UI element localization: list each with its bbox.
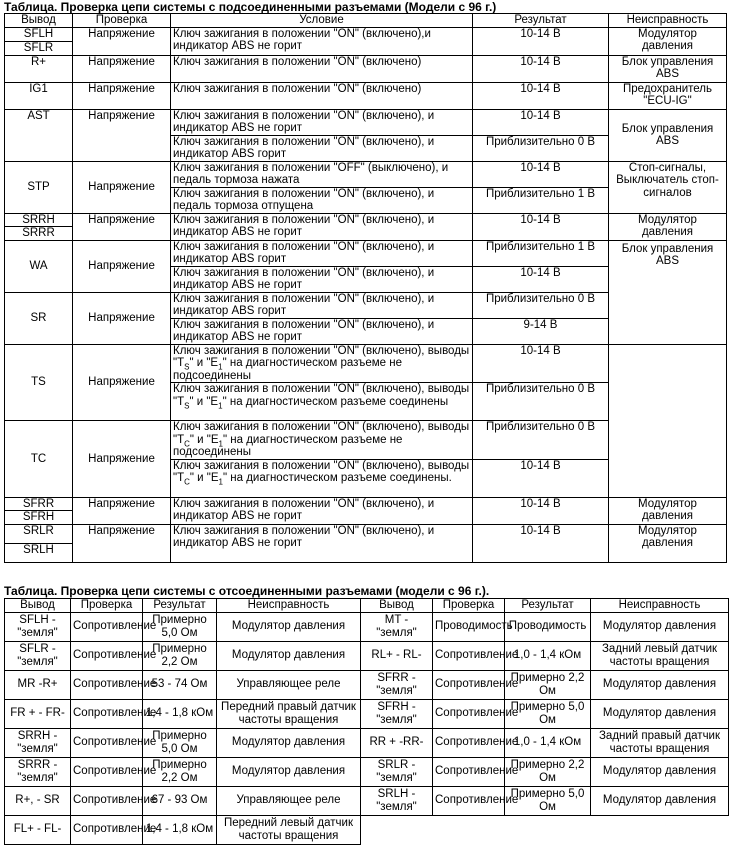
pin-cell: RR + -RR- xyxy=(361,728,433,757)
pin-cell: SFLH xyxy=(5,27,73,41)
pin-cell: SFRH xyxy=(5,511,73,525)
check-cell: Сопротивление xyxy=(433,699,505,728)
check-cell: Сопротивление xyxy=(433,786,505,815)
table-row xyxy=(5,27,727,41)
pin-cell: SRLH - "земля" xyxy=(361,786,433,815)
result-cell: 10-14 В xyxy=(473,266,609,292)
condition-cell: Ключ зажигания в положении "ON" (включено) xyxy=(171,55,473,82)
fault-cell: Модулятор давления xyxy=(609,213,727,240)
check-cell: Сопротивление xyxy=(433,757,505,786)
pin-cell: SRLH xyxy=(5,543,73,562)
pin-cell: SFLR - "земля" xyxy=(5,641,71,670)
pin-cell: SFLH - "земля" xyxy=(5,612,71,641)
result-cell: 1,4 - 1,8 кОм xyxy=(143,699,217,728)
pin-cell: SRRR - "земля" xyxy=(5,757,71,786)
disconnected-check-table xyxy=(4,598,729,845)
result-cell: Приблизительно 1 В xyxy=(473,240,609,266)
header-result: Результат xyxy=(473,14,609,28)
table-row xyxy=(5,524,727,543)
result-cell: 10-14 В xyxy=(473,27,609,55)
condition-cell: Ключ зажигания в положении "ON" (включено), и индикатор ABS не горит xyxy=(171,109,473,135)
fault-cell: Управляющее реле xyxy=(217,786,361,815)
condition-cell: Ключ зажигания в положении "ON" (включено),и индикатор ABS не горит xyxy=(171,27,473,55)
result-cell: 10-14 В xyxy=(473,55,609,82)
table1-header-row xyxy=(5,14,727,28)
table-row xyxy=(5,786,729,815)
table-row xyxy=(5,815,729,844)
condition-cell: Ключ зажигания в положении "ON" (включено), и индикатор ABS горит xyxy=(171,135,473,161)
check-cell: Напряжение xyxy=(73,421,171,498)
empty-fault-cell xyxy=(609,344,727,497)
table-row xyxy=(5,612,729,641)
result-cell: Примерно 5,0 Ом xyxy=(505,786,591,815)
condition-cell: Ключ зажигания в положении "ON" (включено), выводы "$T_S$" и "$E_1$" на диагностическом разъеме не подсоединены xyxy=(171,344,473,383)
table-row xyxy=(5,757,729,786)
table-row xyxy=(5,641,729,670)
fault-cell: Блок управления ABS xyxy=(609,240,727,344)
fault-cell: Модулятор давления xyxy=(591,670,729,699)
header-fault: Неисправность xyxy=(217,599,361,613)
table-row xyxy=(5,670,729,699)
connected-check-table xyxy=(4,13,727,563)
condition-cell: Ключ зажигания в положении "ON" (включено), и индикатор ABS горит xyxy=(171,292,473,318)
header-check: Проверка xyxy=(71,599,143,613)
table-row xyxy=(5,213,727,227)
table-row xyxy=(5,344,727,383)
pin-cell: TS xyxy=(5,344,73,421)
header-fault: Неисправность xyxy=(591,599,729,613)
condition-cell: Ключ зажигания в положении "ON" (включено), выводы "$T_C$" и "$E_1$" на диагностическом разъеме соединены. xyxy=(171,459,473,497)
header-pin: Вывод xyxy=(5,599,71,613)
condition-cell: Ключ зажигания в положении "ON" (включено), и индикатор ABS не горит xyxy=(171,497,473,524)
result-cell: 10-14 В xyxy=(473,344,609,383)
pin-cell: RL+ - RL- xyxy=(361,641,433,670)
fault-cell: Передний левый датчик частоты вращения xyxy=(217,815,361,844)
fault-cell: Модулятор давления xyxy=(591,612,729,641)
check-cell: Сопротивление xyxy=(433,670,505,699)
header-result: Результат xyxy=(143,599,217,613)
fault-cell: Модулятор давления xyxy=(609,497,727,524)
pin-cell: R+, - SR xyxy=(5,786,71,815)
pin-cell: R+ xyxy=(5,55,73,82)
table-row xyxy=(5,699,729,728)
check-cell: Сопротивление xyxy=(433,641,505,670)
fault-cell: Передний правый датчик частоты вращения xyxy=(217,699,361,728)
result-cell: 10-14 В xyxy=(473,459,609,497)
check-cell: Напряжение xyxy=(73,82,171,109)
header-pin: Вывод xyxy=(5,14,73,28)
check-cell: Напряжение xyxy=(73,524,171,562)
check-cell: Напряжение xyxy=(73,27,171,55)
condition-cell: Ключ зажигания в положении "ON" (включено), и индикатор ABS горит xyxy=(171,240,473,266)
check-cell: Сопротивление xyxy=(71,757,143,786)
result-cell: 10-14 В xyxy=(473,524,609,562)
check-cell: Сопротивление xyxy=(71,728,143,757)
result-cell: Примерно 5,0 Ом xyxy=(505,699,591,728)
check-cell: Сопротивление xyxy=(71,612,143,641)
fault-cell: Модулятор давления xyxy=(609,27,727,55)
fault-cell: Модулятор давления xyxy=(217,612,361,641)
pin-cell: SFRR - "земля" xyxy=(361,670,433,699)
table-row xyxy=(5,161,727,187)
header-check: Проверка xyxy=(73,14,171,28)
fault-cell: Модулятор давления xyxy=(217,728,361,757)
pin-cell: FR + - FR- xyxy=(5,699,71,728)
pin-cell: SRRH - "земля" xyxy=(5,728,71,757)
pin-cell: WA xyxy=(5,240,73,292)
fault-cell: Модулятор давления xyxy=(591,757,729,786)
pin-cell: SRRR xyxy=(5,227,73,241)
result-cell: 9-14 В xyxy=(473,318,609,344)
result-cell: Приблизительно 1 В xyxy=(473,187,609,213)
condition-cell: Ключ зажигания в положении "ON" (включено), и индикатор ABS не горит xyxy=(171,524,473,562)
condition-cell: Ключ зажигания в положении "OFF" (выключено), и педаль тормоза нажата xyxy=(171,161,473,187)
condition-cell: Ключ зажигания в положении "ON" (включено), и индикатор ABS не горит xyxy=(171,213,473,240)
check-cell: Проводимость xyxy=(433,612,505,641)
pin-cell: SRLR xyxy=(5,524,73,543)
fault-cell: Управляющее реле xyxy=(217,670,361,699)
condition-cell: Ключ зажигания в положении "ON" (включено), выводы "$T_S$" и "$E_1$" на диагностическом разъеме соединены xyxy=(171,383,473,421)
check-cell: Напряжение xyxy=(73,161,171,213)
pin-cell: SFRH - "земля" xyxy=(361,699,433,728)
check-cell: Напряжение xyxy=(73,292,171,344)
result-cell: Примерно 2,2 Ом xyxy=(143,757,217,786)
check-cell: Напряжение xyxy=(73,240,171,292)
fault-cell: Блок управления ABS xyxy=(609,55,727,82)
fault-cell: Стоп-сигналы, Выключатель стоп-сигналов xyxy=(609,161,727,213)
pin-cell: AST xyxy=(5,109,73,161)
fault-cell: Блок управления ABS xyxy=(609,109,727,161)
result-cell: Примерно 5,0 Ом xyxy=(143,612,217,641)
table-row xyxy=(5,82,727,109)
table-row xyxy=(5,728,729,757)
pin-cell: IG1 xyxy=(5,82,73,109)
result-cell: 1,0 - 1,4 кОм xyxy=(505,728,591,757)
condition-cell: Ключ зажигания в положении "ON" (включено), и педаль тормоза отпущена xyxy=(171,187,473,213)
pin-cell: SFRR xyxy=(5,497,73,511)
check-cell: Сопротивление xyxy=(71,641,143,670)
fault-cell: Модулятор давления xyxy=(609,524,727,562)
result-cell: 10-14 В xyxy=(473,161,609,187)
condition-cell: Ключ зажигания в положении "ON" (включено), выводы "$T_C$" и "$E_1$" на диагностическом разъеме не подсоединены xyxy=(171,421,473,460)
result-cell: 10-14 В xyxy=(473,82,609,109)
result-cell: Примерно 5,0 Ом xyxy=(143,728,217,757)
check-cell: Сопротивление xyxy=(433,728,505,757)
result-cell: 1,0 - 1,4 кОм xyxy=(505,641,591,670)
header-pin: Вывод xyxy=(361,599,433,613)
result-cell: Приблизительно 0 В xyxy=(473,135,609,161)
result-cell: 10-14 В xyxy=(473,213,609,240)
table-row xyxy=(5,55,727,82)
check-cell: Напряжение xyxy=(73,344,171,421)
condition-cell: Ключ зажигания в положении "ON" (включено), и индикатор ABS не горит xyxy=(171,266,473,292)
result-cell: Проводимость xyxy=(505,612,591,641)
result-cell: Приблизительно 0 В xyxy=(473,292,609,318)
fault-cell: Предохранитель "ECU-IG" xyxy=(609,82,727,109)
table-row xyxy=(5,497,727,511)
pin-cell: SRRH xyxy=(5,213,73,227)
result-cell: Приблизительно 0 В xyxy=(473,421,609,460)
result-cell: 67 - 93 Ом xyxy=(143,786,217,815)
pin-cell: SR xyxy=(5,292,73,344)
result-cell: Примерно 2,2 Ом xyxy=(505,757,591,786)
result-cell: 10-14 В xyxy=(473,497,609,524)
header-fault: Неисправность xyxy=(609,14,727,28)
check-cell: Напряжение xyxy=(73,213,171,240)
pin-cell: SRLR - "земля" xyxy=(361,757,433,786)
result-cell: 10-14 В xyxy=(473,109,609,135)
fault-cell: Модулятор давления xyxy=(591,786,729,815)
pin-cell: STP xyxy=(5,161,73,213)
fault-cell: Модулятор давления xyxy=(591,699,729,728)
check-cell: Сопротивление xyxy=(71,815,143,844)
header-check: Проверка xyxy=(433,599,505,613)
check-cell: Напряжение xyxy=(73,109,171,161)
condition-cell: Ключ зажигания в положении "ON" (включено), и индикатор ABS не горит xyxy=(171,318,473,344)
table1-caption: Таблица. Проверка цепи системы с подсоединенными разъемами (Модели с 96 г.) xyxy=(4,0,497,14)
table2-caption: Таблица. Проверка цепи системы с отсоединенными разъемами (модели с 96 г.). xyxy=(4,584,490,598)
check-cell: Сопротивление xyxy=(71,699,143,728)
pin-cell: MR -R+ xyxy=(5,670,71,699)
fault-cell: Задний правый датчик частоты вращения xyxy=(591,728,729,757)
pin-cell: TC xyxy=(5,421,73,498)
table2-header-row xyxy=(5,599,729,613)
check-cell: Сопротивление xyxy=(71,786,143,815)
result-cell: Приблизительно 0 В xyxy=(473,383,609,421)
result-cell: 1,4 - 1,8 кОм xyxy=(143,815,217,844)
condition-cell: Ключ зажигания в положении "ON" (включено) xyxy=(171,82,473,109)
check-cell: Сопротивление xyxy=(71,670,143,699)
result-cell: Примерно 2,2 Ом xyxy=(143,641,217,670)
table-row xyxy=(5,240,727,266)
header-result: Результат xyxy=(505,599,591,613)
table-row xyxy=(5,109,727,135)
fault-cell: Модулятор давления xyxy=(217,641,361,670)
result-cell: Примерно 2,2 Ом xyxy=(505,670,591,699)
pin-cell: SFLR xyxy=(5,41,73,55)
result-cell: 53 - 74 Ом xyxy=(143,670,217,699)
header-condition: Условие xyxy=(171,14,473,28)
check-cell: Напряжение xyxy=(73,55,171,82)
pin-cell: MT - "земля" xyxy=(361,612,433,641)
fault-cell: Модулятор давления xyxy=(217,757,361,786)
check-cell: Напряжение xyxy=(73,497,171,524)
pin-cell: FL+ - FL- xyxy=(5,815,71,844)
fault-cell: Задний левый датчик частоты вращения xyxy=(591,641,729,670)
